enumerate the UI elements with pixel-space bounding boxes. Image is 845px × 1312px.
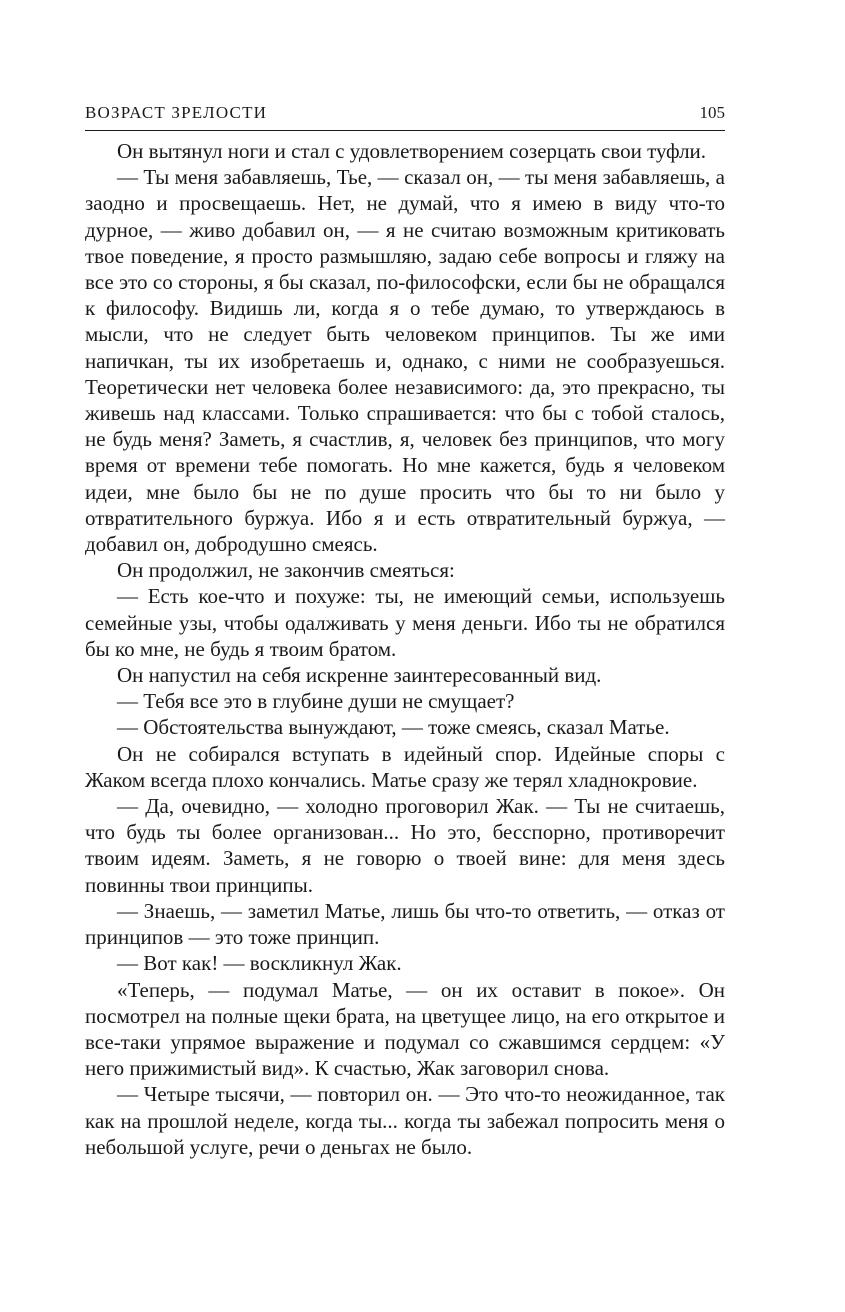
paragraph: Он продолжил, не закончив смеяться:	[117, 558, 455, 583]
paragraph: Он не собирался вступать в идейный спор. Идейные споры с Жаком всегда плохо кончались. Матье сразу же терял хладнокровие.	[85, 741, 725, 792]
paragraph: — Знаешь, — заметил Матье, лишь бы что-то ответить, — отказ от принципов — это тоже принцип.	[85, 898, 725, 950]
paragraph: — Тебя все это в глубине души не смущает?	[117, 689, 515, 714]
paragraph: — Ты меня забавляешь, Тье, — сказал он, — ты меня забавляешь, а заодно и просвещаешь. Нет, не думай, что я имею в виду что-то дурное, — живо добавил он, — я не считаю возможным критиковать твое поведение, я просто размышляю, задаю себе вопросы и гляжу на все это со стороны, я бы сказал, по-философски, если бы не обращался к философу. Видишь ли, когда я о тебе думаю, то утверждаюсь в мысли, что не следует быть человеком принципов. Ты же ими напичкан, ты их изобретаешь и, однако, с ними не сообразуешься. Теоретически нет человека более независимого: да, это прекрасно, ты живешь над классами. Только спрашивается: что бы с тобой сталось, не будь меня? Заметь, я счастлив, я, человек без принципов, что могу время от времени тебе помогать. Но мне кажется, будь я человеком идеи, мне было бы не по душе просить что бы то ни было у отвратительного буржуа. Ибо я и есть отвратительный буржуа, — добавил он, добродушно смеясь.	[85, 165, 725, 557]
paragraph: — Четыре тысячи, — повторил он. — Это что-то неожиданное, так как на прошлой неделе, когда ты... когда ты забежал попросить меня о небольшой услуге, речи о деньгах не было.	[85, 1082, 725, 1159]
paragraph: Он напустил на себя искренне заинтересованный вид.	[117, 663, 602, 688]
page-number: 105	[699, 103, 725, 122]
paragraph: — Есть кое-что и похуже: ты, не имеющий семьи, используешь семейные узы, чтобы одалживать у меня деньги. Ибо ты не обратился бы ко мне, не будь я твоим братом.	[85, 584, 725, 661]
body-text	[85, 138, 725, 1160]
paragraph: — Обстоятельства вынуждают, — тоже смеясь, сказал Матье.	[117, 715, 670, 740]
paragraph: Он вытянул ноги и стал с удовлетворением созерцать свои туфли.	[117, 139, 707, 163]
running-title: ВОЗРАСТ ЗРЕЛОСТИ	[85, 103, 268, 122]
paragraph: — Да, очевидно, — холодно проговорил Жак. — Ты не считаешь, что будь ты более организован... Но это, бесспорно, противоречит твоим идеям. Заметь, я не говорю о твоей вине: для меня здесь повинны твои принципы.	[85, 794, 725, 897]
paragraph: — Вот как! — воскликнул Жак.	[117, 951, 402, 976]
page-header	[85, 100, 725, 131]
paragraph: «Теперь, — подумал Матье, — он их оставит в покое». Он посмотрел на полные щеки брата, на цветущее лицо, на его открытое и все-таки упрямое выражение и подумал со сжавшимся сердцем: «У него прижимистый вид». К счастью, Жак заговорил снова.	[85, 977, 725, 1081]
